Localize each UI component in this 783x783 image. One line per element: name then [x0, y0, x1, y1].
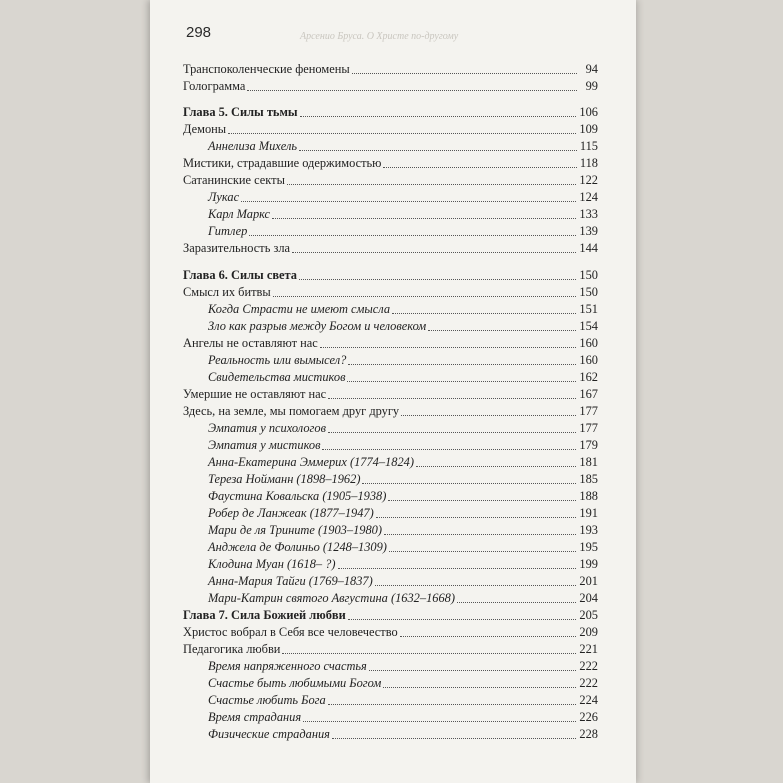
toc-entry-page: 179	[579, 438, 598, 452]
toc-leader-dots	[428, 329, 576, 331]
toc-entry-page: 139	[579, 224, 598, 238]
toc-entry	[208, 726, 598, 742]
toc-entry-title: Зло как разрыв между Богом и человеком	[208, 319, 427, 333]
toc-entry-page: 191	[579, 506, 598, 520]
toc-entry	[183, 335, 598, 351]
toc-entry-title: Смысл их битвы	[183, 285, 271, 299]
toc-entry-title: Мари де ля Трините (1903–1980)	[208, 523, 382, 537]
toc-entry-page: 221	[579, 642, 598, 656]
toc-entry-page: 154	[579, 319, 598, 333]
toc-leader-dots	[328, 703, 577, 705]
toc-entry-page: 222	[579, 676, 598, 690]
toc-leader-dots	[457, 601, 576, 603]
toc-entry-page: 122	[579, 173, 598, 187]
toc-entry	[208, 223, 598, 239]
toc-entry-title: Умершие не оставляют нас	[183, 387, 327, 401]
toc-leader-dots	[272, 217, 576, 219]
toc-entry-page: 118	[579, 156, 598, 170]
toc-entry-title: Мистики, страдавшие одержимостью	[183, 156, 382, 170]
toc-entry-title: Время страдания	[208, 710, 302, 724]
toc-leader-dots	[388, 499, 576, 501]
toc-entry-title: Христос вобрал в Себя все человечество	[183, 625, 398, 639]
toc-entry	[183, 607, 598, 623]
toc-leader-dots	[300, 115, 577, 117]
toc-entry-page: 193	[579, 523, 598, 537]
toc-entry	[208, 189, 598, 205]
toc-leader-dots	[348, 363, 576, 365]
toc-entry	[208, 352, 598, 368]
toc-entry-page: 162	[579, 370, 598, 384]
toc-leader-dots	[247, 89, 577, 91]
toc-entry-page: 106	[579, 105, 598, 119]
toc-leader-dots	[322, 448, 576, 450]
toc-entry-title: Гитлер	[208, 224, 248, 238]
toc-entry-page: 205	[579, 608, 598, 622]
toc-entry	[183, 240, 598, 256]
toc-entry-page: 188	[579, 489, 598, 503]
toc-entry	[208, 522, 598, 538]
toc-entry	[208, 206, 598, 222]
toc-entry-title: Счастье быть любимыми Богом	[208, 676, 382, 690]
toc-entry-title: Время напряженного счастья	[208, 659, 367, 673]
toc-entry-title: Заразительность зла	[183, 241, 291, 255]
toc-leader-dots	[383, 686, 576, 688]
toc-entry	[183, 267, 598, 283]
toc-entry-title: Свидетельства мистиков	[208, 370, 346, 384]
toc-entry-page: 195	[579, 540, 598, 554]
toc-entry	[208, 318, 598, 334]
toc-entry-page: 109	[579, 122, 598, 136]
toc-entry	[183, 155, 598, 171]
toc-entry	[208, 454, 598, 470]
toc-leader-dots	[416, 465, 576, 467]
running-head: Арсенио Бруса. О Христе по-другому	[300, 31, 459, 42]
toc-entry-title: Анна-Мария Тайги (1769–1837)	[208, 574, 373, 588]
toc-entry	[208, 369, 598, 385]
toc-entry	[208, 471, 598, 487]
toc-leader-dots	[292, 251, 576, 253]
toc-entry-title: Тереза Нойманн (1898–1962)	[208, 472, 361, 486]
toc-entry-title: Эмпатия у психологов	[208, 421, 326, 435]
toc-entry-title: Мари-Катрин святого Августина (1632–1668)	[208, 591, 455, 605]
toc-entry-page: 224	[579, 693, 598, 707]
toc-entry-title: Глава 7. Сила Божией любви	[183, 608, 346, 622]
toc-entry-title: Ангелы не оставляют нас	[183, 336, 318, 350]
toc-leader-dots	[332, 737, 576, 739]
toc-leader-dots	[273, 295, 577, 297]
toc-leader-dots	[287, 183, 577, 185]
toc-leader-dots	[389, 550, 576, 552]
toc-entry-page: 133	[579, 207, 598, 221]
toc-entry-page: 226	[579, 710, 598, 724]
toc-entry-title: Фаустина Ковальска (1905–1938)	[208, 489, 387, 503]
toc-entry	[183, 78, 598, 94]
toc-entry-title: Лукас	[208, 190, 240, 204]
toc-leader-dots	[303, 720, 576, 722]
toc-entry	[183, 172, 598, 188]
toc-entry-page: 94	[585, 62, 598, 76]
toc-entry-page: 228	[579, 727, 598, 741]
toc-leader-dots	[352, 72, 577, 74]
toc-leader-dots	[383, 166, 576, 168]
toc-entry-page: 115	[579, 139, 598, 153]
toc-entry-page: 204	[579, 591, 598, 605]
toc-leader-dots	[348, 618, 577, 620]
toc-entry-title: Анджела де Фолиньо (1248–1309)	[208, 540, 387, 554]
toc-leader-dots	[401, 414, 576, 416]
toc-entry	[208, 301, 598, 317]
toc-leader-dots	[241, 200, 576, 202]
toc-entry	[208, 539, 598, 555]
toc-leader-dots	[347, 380, 576, 382]
toc-entry	[208, 556, 598, 572]
toc-entry	[208, 692, 598, 708]
toc-entry-title: Транспоколенческие феномены	[183, 62, 350, 76]
toc-entry-title: Когда Страсти не имеют смысла	[208, 302, 391, 316]
toc-leader-dots	[320, 346, 577, 348]
toc-entry-title: Голограмма	[183, 79, 246, 93]
toc-entry-page: 160	[579, 353, 598, 367]
toc-entry-page: 181	[579, 455, 598, 469]
toc-entry-title: Физические страдания	[208, 727, 330, 741]
toc-leader-dots	[369, 669, 577, 671]
toc-entry-title: Педагогика любви	[183, 642, 281, 656]
toc-entry	[183, 386, 598, 402]
toc-leader-dots	[376, 516, 577, 518]
toc-leader-dots	[328, 397, 576, 399]
toc-entry-title: Реальность или вымысел?	[208, 353, 347, 367]
toc-leader-dots	[400, 635, 577, 637]
toc-entry	[183, 284, 598, 300]
toc-leader-dots	[362, 482, 576, 484]
toc-leader-dots	[338, 567, 577, 569]
toc-entry-page: 144	[579, 241, 598, 255]
toc-entry-page: 177	[579, 421, 598, 435]
toc-entry	[208, 675, 598, 691]
toc-leader-dots	[249, 234, 576, 236]
toc-entry	[183, 641, 598, 657]
toc-entry	[208, 573, 598, 589]
toc-leader-dots	[328, 431, 576, 433]
toc-entry-title: Анна-Екатерина Эммерих (1774–1824)	[208, 455, 414, 469]
toc-entry-page: 199	[579, 557, 598, 571]
toc-entry-title: Глава 5. Силы тьмы	[183, 105, 298, 119]
toc-leader-dots	[299, 149, 577, 151]
toc-leader-dots	[228, 132, 576, 134]
toc-entry-page: 160	[579, 336, 598, 350]
toc-entry-page: 151	[579, 302, 598, 316]
toc-entry-page: 150	[579, 268, 598, 282]
toc-entry-title: Сатанинские секты	[183, 173, 285, 187]
toc-entry-title: Эмпатия у мистиков	[208, 438, 321, 452]
toc-entry	[183, 121, 598, 137]
toc-entry-title: Глава 6. Силы света	[183, 268, 297, 282]
toc-entry	[208, 437, 598, 453]
toc-leader-dots	[392, 312, 576, 314]
toc-entry	[208, 420, 598, 436]
toc-entry-page: 201	[579, 574, 598, 588]
toc-entry-page: 222	[579, 659, 598, 673]
toc-entry-page: 99	[585, 79, 598, 93]
toc-entry-title: Демоны	[183, 122, 227, 136]
toc-entry	[208, 658, 598, 674]
toc-leader-dots	[384, 533, 576, 535]
toc-entry	[208, 590, 598, 606]
toc-entry	[183, 624, 598, 640]
toc-entry	[183, 403, 598, 419]
toc-entry-title: Робер де Ланжеак (1877–1947)	[208, 506, 374, 520]
toc-entry	[208, 138, 598, 154]
toc-entry-page: 150	[579, 285, 598, 299]
toc-entry-page: 209	[579, 625, 598, 639]
toc-leader-dots	[375, 584, 577, 586]
page-number: 298	[186, 24, 212, 41]
toc-entry-title: Здесь, на земле, мы помогаем друг другу	[183, 404, 400, 418]
toc-entry	[208, 505, 598, 521]
toc-leader-dots	[299, 278, 576, 280]
toc-leader-dots	[282, 652, 576, 654]
toc-entry-page: 124	[579, 190, 598, 204]
toc-entry-page: 185	[579, 472, 598, 486]
toc-entry	[183, 104, 598, 120]
toc-entry-title: Счастье любить Бога	[208, 693, 326, 707]
toc-entry-title: Аннелиза Михель	[208, 139, 298, 153]
toc-entry-title: Клодина Муан (1618– ?)	[208, 557, 336, 571]
toc-entry	[208, 709, 598, 725]
toc-entry	[208, 488, 598, 504]
toc-entry-title: Карл Маркс	[208, 207, 271, 221]
toc-entry-page: 177	[579, 404, 598, 418]
toc-entry	[183, 61, 598, 77]
toc-entry-page: 167	[579, 387, 598, 401]
